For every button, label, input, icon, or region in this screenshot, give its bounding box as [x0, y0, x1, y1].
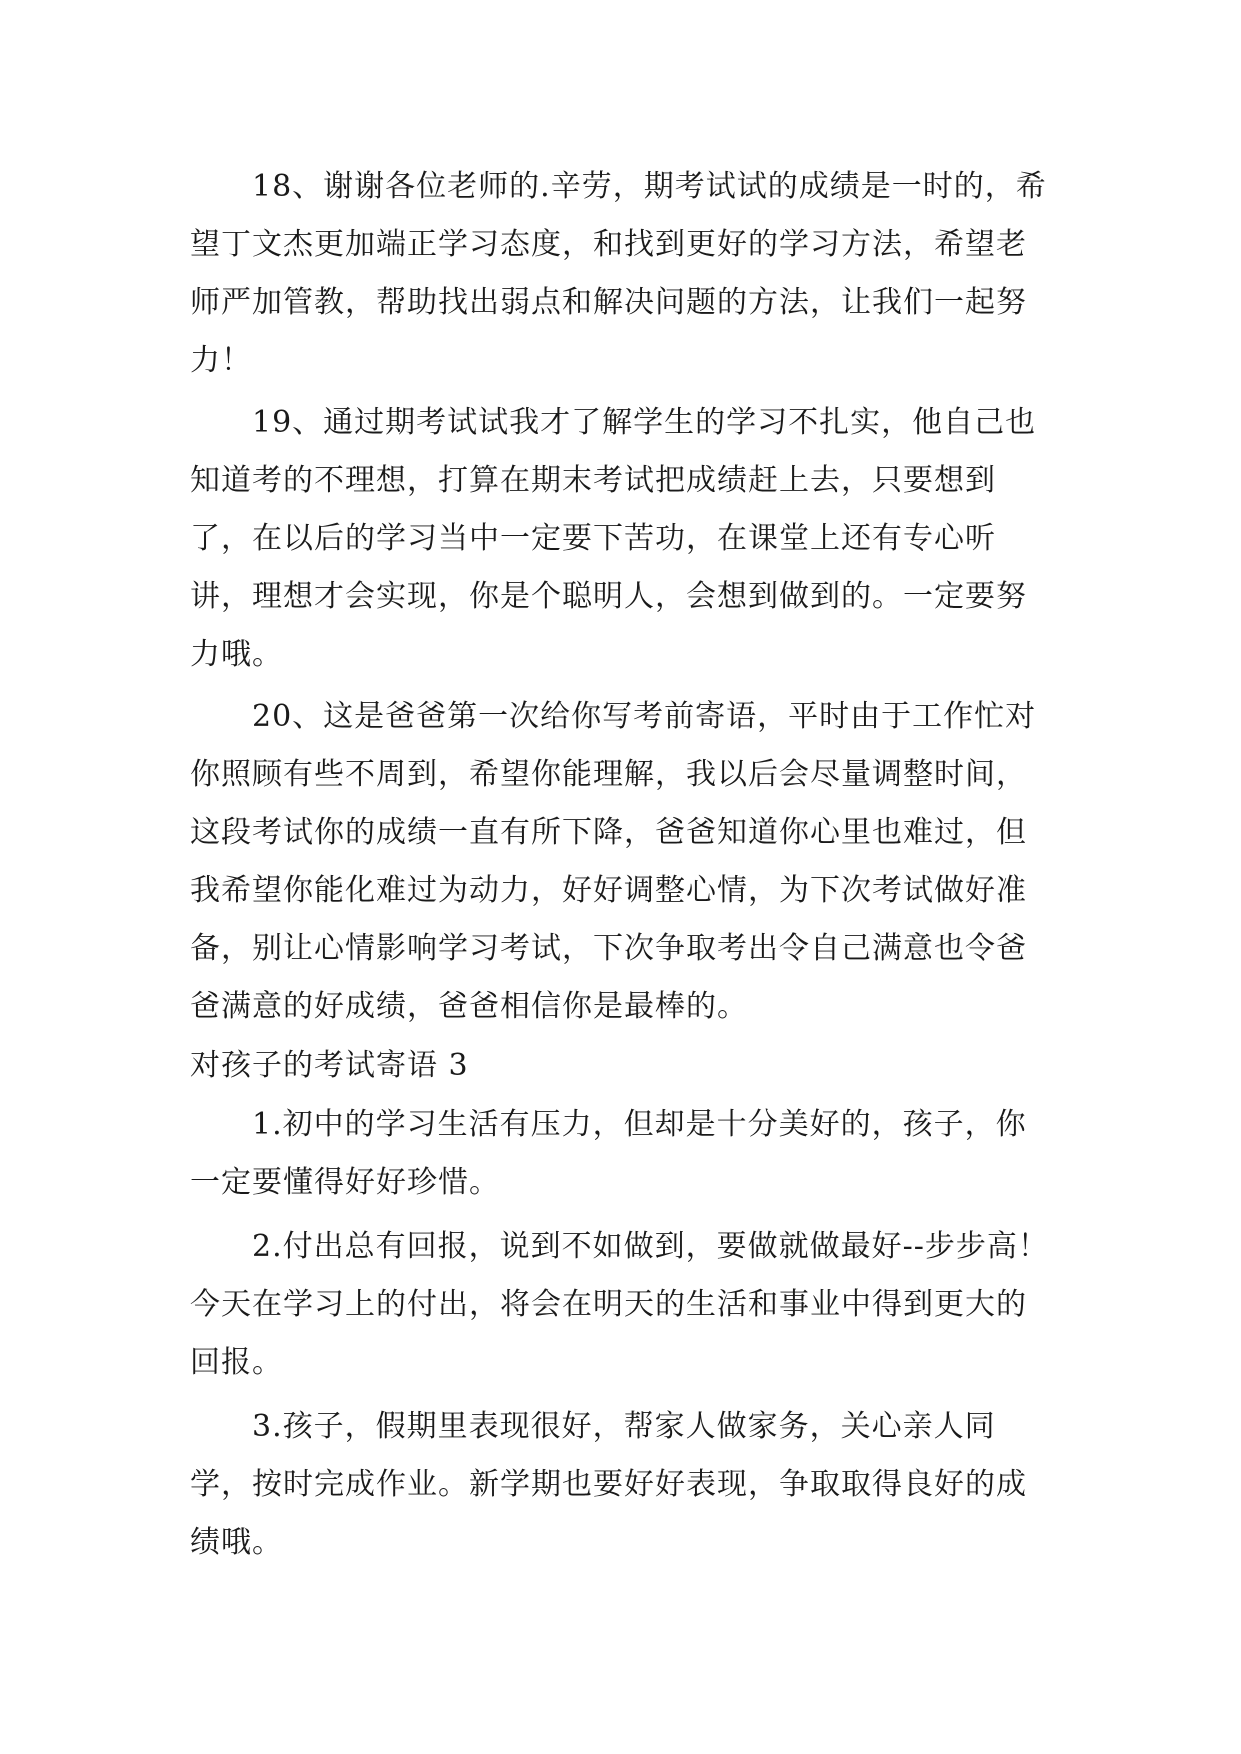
paragraph-18: 18、谢谢各位老师的.辛劳，期考试试的成绩是一时的，希望丁文杰更加端正学习态度，和找到更好的学习方法，希望老师严加管教，帮助找出弱点和解决问题的方法，让我们一起努力！	[190, 169, 1047, 378]
paragraph-20: 20、这是爸爸第一次给你写考前寄语，平时由于工作忙对你照顾有些不周到，希望你能理解，我以后会尽量调整时间，这段考试你的成绩一直有所下降，爸爸知道你心里也难过，但我希望你能化难过为动力，好好调整心情，为下次考试做好准备，别让心情影响学习考试，下次争取考出令自己满意也令爸爸满意的好成绩，爸爸相信你是最棒的。	[190, 699, 1037, 1024]
section-paragraph-3: 3.孩子，假期里表现很好，帮家人做家务，关心亲人同学，按时完成作业。新学期也要好好表现，争取取得良好的成绩哦。	[190, 1409, 1027, 1560]
paragraph-19: 19、通过期考试试我才了解学生的学习不扎实，他自己也知道考的不理想，打算在期末考试把成绩赶上去，只要想到了，在以后的学习当中一定要下苦功，在课堂上还有专心听讲，理想才会实现，你是个聪明人，会想到做到的。一定要努力哦。	[190, 405, 1037, 672]
section-paragraph-2: 2.付出总有回报，说到不如做到，要做就做最好--步步高！今天在学习上的付出，将会在明天的生活和事业中得到更大的回报。	[190, 1229, 1049, 1380]
section-heading: 对孩子的考试寄语 3	[190, 1048, 469, 1083]
section-paragraph-1: 1.初中的学习生活有压力，但却是十分美好的，孩子，你一定要懂得好好珍惜。	[190, 1107, 1027, 1200]
document-body	[190, 158, 1050, 1572]
